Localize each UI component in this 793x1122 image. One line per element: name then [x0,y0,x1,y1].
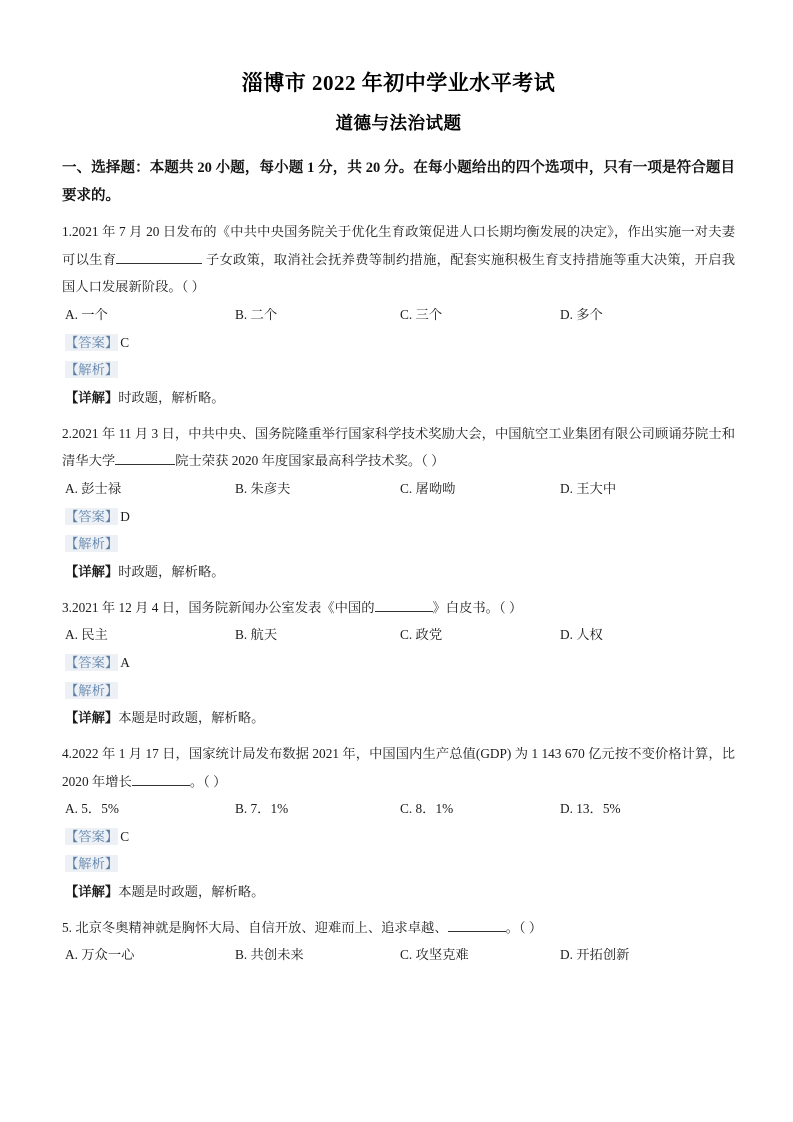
analysis-label: 【解析】 [65,536,119,552]
option-b[interactable]: B. 二个 [235,307,278,322]
answer-line [62,329,735,357]
question-block [62,740,735,906]
answer-label: 【答案】 [65,334,119,350]
option-a[interactable]: A. 5．5% [65,801,119,817]
answer-label: 【答案】 [65,828,119,844]
options-row [62,795,735,823]
detail-line [62,704,735,732]
question-stem [62,218,735,301]
answer-blank [132,785,190,786]
detail-text: 时政题，解析略。 [118,389,225,405]
analysis-label: 【解析】 [65,682,119,698]
question-block [62,218,735,412]
option-d[interactable]: D. 多个 [560,307,603,322]
question-stem [62,420,735,475]
question-block [62,420,735,586]
page-subtitle: 道德与法治试题 [335,112,462,133]
question-text-part2: 》白皮书。（ ） [432,599,523,615]
analysis-line [62,677,735,705]
option-c[interactable]: C. 屠呦呦 [400,480,456,496]
answer-blank [115,464,175,465]
question-number: 1. [62,224,72,240]
section-heading: 一、选择题：本题共 20 小题，每小题 1 分，共 20 分。在每小题给出的四个选项中，只有一项是符合题目要求的。 [62,159,735,204]
analysis-line [62,530,735,558]
option-b[interactable]: B. 7．1% [235,801,289,817]
detail-label: 【详解】 [65,389,119,405]
answer-line [62,823,735,851]
options-row [62,621,735,649]
detail-line [62,558,735,586]
question-text-part2: 。（ ） [189,773,227,789]
question-number: 4. [62,745,72,761]
option-c[interactable]: C. 攻坚克难 [400,947,469,963]
answer-line [62,503,735,531]
question-stem [62,914,735,942]
option-d[interactable]: D. 人权 [560,627,603,643]
question-text-part2: 。（ ） [505,919,543,935]
answer-label: 【答案】 [65,508,119,524]
analysis-label: 【解析】 [65,856,119,872]
detail-label: 【详解】 [65,884,119,900]
option-a[interactable]: A. 彭士禄 [65,480,122,496]
option-c[interactable]: C. 三个 [400,307,443,322]
option-c[interactable]: C. 8．1% [400,801,454,817]
answer-value: D [120,508,130,524]
question-number: 3. [62,599,72,615]
options-row [62,475,735,503]
option-d[interactable]: D. 13．5% [560,801,621,817]
question-block [62,594,735,732]
question-text-part1: 2021 年 12 月 4 日，国务院新闻办公室发表《中国的 [71,599,375,615]
detail-line [62,878,735,906]
detail-line [62,384,735,412]
option-d[interactable]: D. 开拓创新 [560,947,630,963]
answer-blank [375,611,433,612]
question-text-part1: 2021 年 11 月 3 日，中共中央、国务院隆重举行国家科学技术奖励大会，中国航空工业集团有限公司顾诵芬院士和清华大学 [62,425,735,469]
question-stem [62,594,735,622]
options-row [62,301,735,329]
question-stem [62,740,735,795]
question-number: 2. [62,425,72,441]
analysis-line [62,850,735,878]
answer-value: A [120,654,130,670]
answer-value: C [120,828,130,844]
option-b[interactable]: B. 朱彦夫 [235,480,291,496]
option-b[interactable]: B. 航天 [235,627,278,643]
option-a[interactable]: A. 民主 [65,627,108,643]
question-text-part1: 2021 年 7 月 20 日发布的《中共中央国务院关于优化生育政策促进人口长期均衡发展的决定》，作出实施一对夫妻可以生育 [62,224,735,267]
question-text-part1: 北京冬奥精神就是胸怀大局、自信开放、迎难而上、追求卓越、 [75,919,448,935]
page-title: 淄博市 2022 年初中学业水平考试 [241,71,556,95]
analysis-label: 【解析】 [65,362,119,378]
answer-blank [448,931,506,932]
question-text-part2: 院士荣获 2020 年度国家最高科学技术奖。（ ） [175,453,445,469]
option-c[interactable]: C. 政党 [400,627,443,643]
detail-label: 【详解】 [65,563,119,579]
detail-text: 本题是时政题，解析略。 [118,710,265,726]
option-b[interactable]: B. 共创未来 [235,947,304,963]
detail-text: 时政题，解析略。 [118,563,225,579]
answer-value: C [120,334,130,350]
detail-text: 本题是时政题，解析略。 [118,884,265,900]
question-text-part1: 2022 年 1 月 17 日，国家统计局发布数据 2021 年，中国国内生产总值(GDP) 为 1 143 670 亿元按不变价格计算，比 2020 年增长 [62,745,735,789]
options-row [62,941,735,969]
analysis-line [62,356,735,384]
detail-label: 【详解】 [65,710,119,726]
question-number: 5. [62,919,72,935]
option-a[interactable]: A. 一个 [65,307,108,322]
answer-label: 【答案】 [65,654,119,670]
option-d[interactable]: D. 王大中 [560,480,617,496]
option-a[interactable]: A. 万众一心 [65,947,135,963]
answer-line [62,649,735,677]
question-block [62,914,735,969]
answer-blank [116,263,202,264]
question-text-part2: 子女政策，取消社会抚养费等制约措施，配套实施积极生育支持措施等重大决策，开启我国人口发展新阶段。（ ） [62,251,736,295]
